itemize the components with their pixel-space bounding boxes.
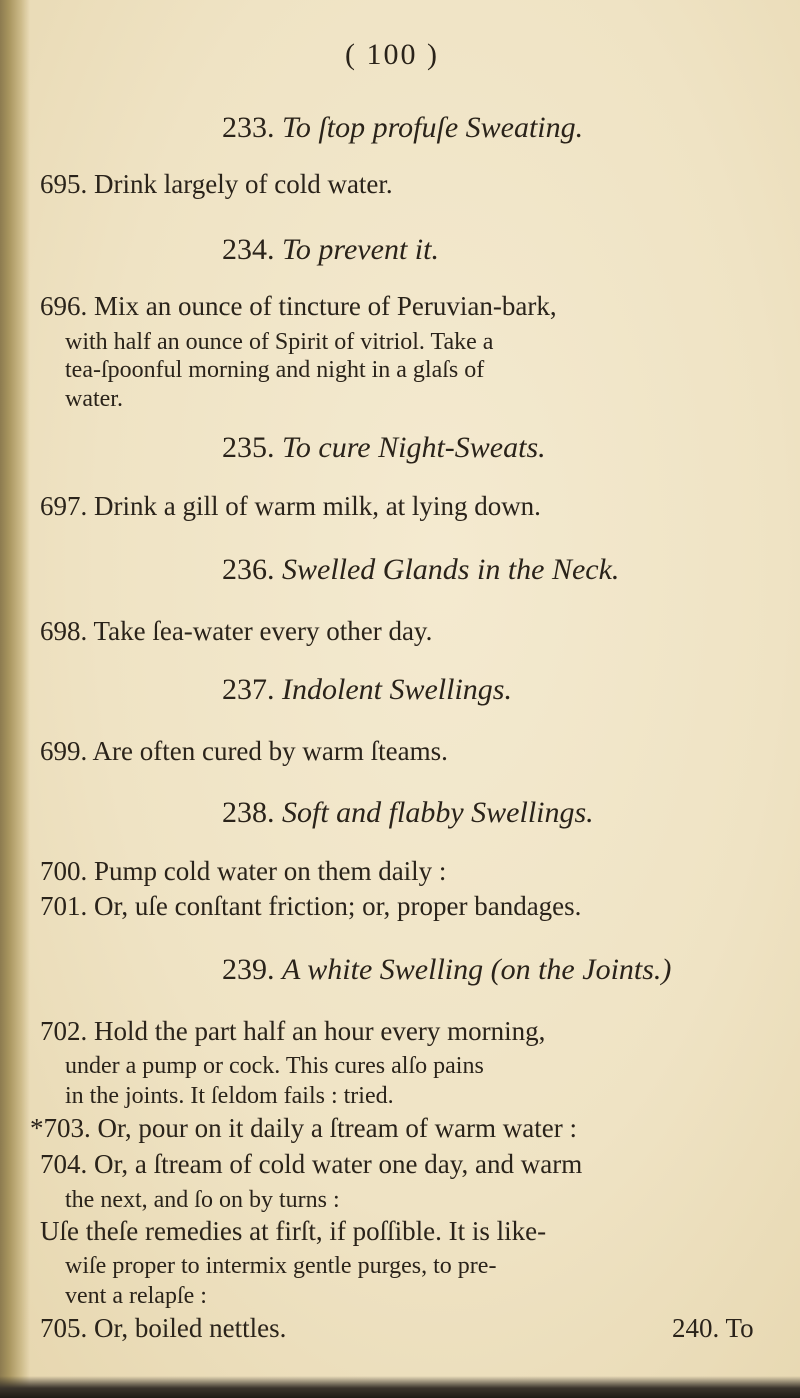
page-number: ( 100 ) [345, 38, 439, 71]
section-title: Soft and flabby Swellings. [282, 796, 594, 829]
section-234-heading [222, 232, 439, 268]
text-line-696c: tea-ſpoonful morning and night in a glaſs of [65, 357, 485, 383]
text-line-702b: under a pump or cock. This cures alſo pains [65, 1053, 484, 1079]
section-239-heading [222, 952, 671, 988]
section-number: 235. [222, 431, 275, 464]
page-left-edge [0, 0, 30, 1398]
text-line-696a: 696. Mix an ounce of tincture of Peruvian-bark, [40, 291, 557, 321]
text-line-use-a: Uſe theſe remedies at firſt, if poſſible. It is like- [40, 1216, 547, 1246]
section-235-heading [222, 430, 546, 466]
text-line-use-b: wiſe proper to intermix gentle purges, to pre- [65, 1253, 497, 1279]
text-line-699: 699. Are often cured by warm ſteams. [40, 736, 448, 766]
section-237-heading [222, 672, 512, 708]
text-line-702a: 702. Hold the part half an hour every morning, [40, 1016, 546, 1046]
text-line-701: 701. Or, uſe conſtant friction; or, proper bandages. [40, 891, 582, 921]
section-number: 234. [222, 233, 275, 266]
text-line-use-c: vent a relapſe : [65, 1283, 207, 1309]
text-line-703: *703. Or, pour on it daily a ſtream of warm water : [30, 1113, 578, 1143]
text-line-702c: in the joints. It ſeldom fails : tried. [65, 1083, 394, 1109]
text-line-696b: with half an ounce of Spirit of vitriol. Take a [65, 329, 494, 355]
text-line-698: 698. Take ſea-water every other day. [40, 616, 433, 646]
text-line-697: 697. Drink a gill of warm milk, at lying down. [40, 491, 541, 521]
text-line-705: 705. Or, boiled nettles. [40, 1313, 287, 1343]
section-number: 237. [222, 673, 275, 706]
section-title: A white Swelling (on the Joints.) [282, 953, 672, 986]
section-title: To cure Night-Sweats. [282, 431, 546, 464]
section-number: 236. [222, 553, 275, 586]
section-236-heading [222, 552, 619, 588]
section-233-heading [222, 110, 583, 146]
section-title: Swelled Glands in the Neck. [282, 553, 620, 586]
section-number: 238. [222, 796, 275, 829]
section-title: To ſtop profuſe Sweating. [282, 111, 584, 144]
catchword: 240. To [672, 1313, 754, 1343]
text-line-696d: water. [65, 386, 123, 412]
section-238-heading [222, 795, 594, 831]
page-bottom-edge [0, 1376, 800, 1398]
text-line-704a: 704. Or, a ſtream of cold water one day, and warm [40, 1149, 583, 1179]
text-line-704b: the next, and ſo on by turns : [65, 1187, 340, 1213]
text-line-695: 695. Drink largely of cold water. [40, 169, 393, 199]
section-title: To prevent it. [282, 233, 439, 266]
section-title: Indolent Swellings. [282, 673, 512, 706]
section-number: 239. [222, 953, 275, 986]
section-number: 233. [222, 111, 275, 144]
text-line-700: 700. Pump cold water on them daily : [40, 856, 447, 886]
